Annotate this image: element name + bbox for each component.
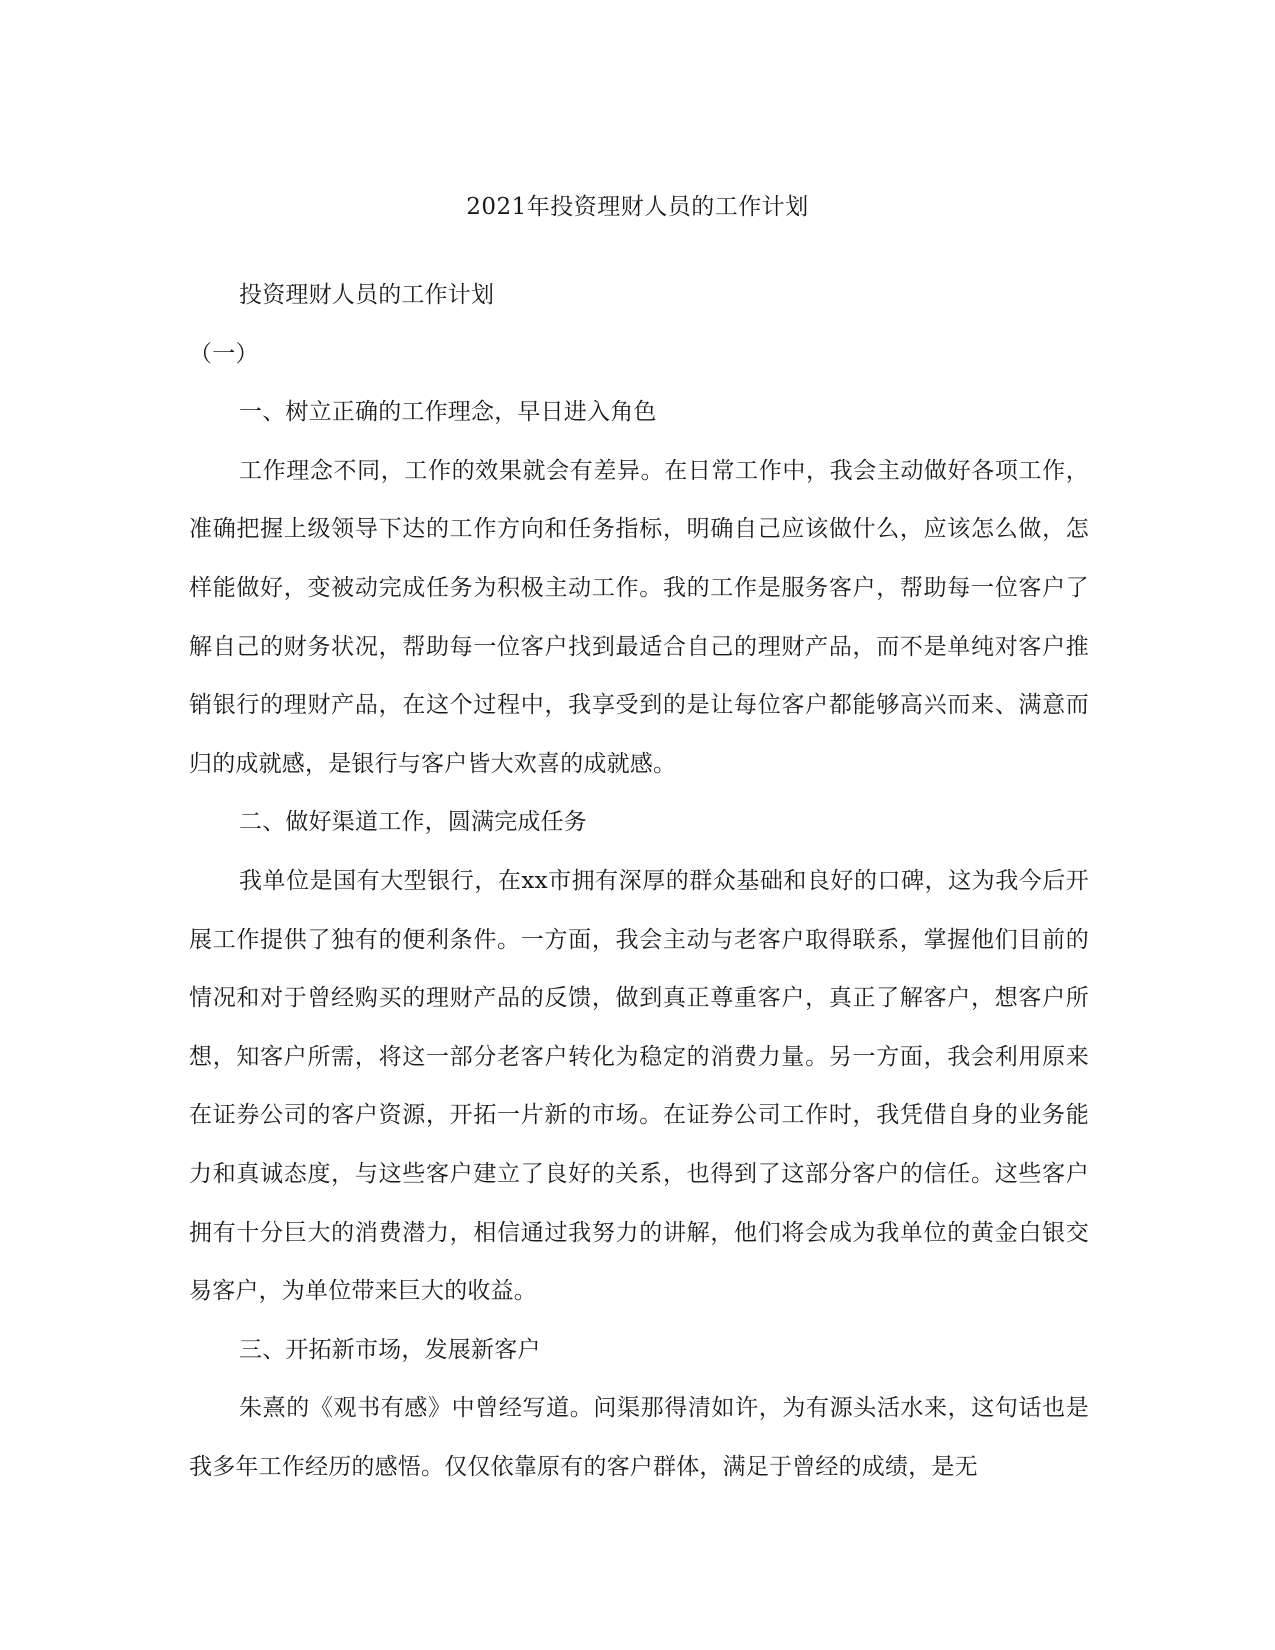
section-body-3: 朱熹的《观书有感》中曾经写道。问渠那得清如许，为有源头活水来，这句话也是我多年工作经历的感悟。仅仅依靠原有的客户群体，满足于曾经的成绩，是无 xyxy=(189,1395,1089,1480)
document-subtitle: 投资理财人员的工作计划 xyxy=(239,282,495,308)
document-title: 2021年投资理财人员的工作计划 xyxy=(466,194,809,220)
part-marker: （一） xyxy=(189,340,259,367)
document-body xyxy=(189,266,1089,1496)
section-body-1: 工作理念不同，工作的效果就会有差异。在日常工作中，我会主动做好各项工作，准确把握上级领导下达的工作方向和任务指标，明确自己应该做什么，应该怎么做，怎样能做好，变被动完成任务为积极主动工作。我的工作是服务客户，帮助每一位客户了解自己的财务状况，帮助每一位客户找到最适合自己的理财产品，而不是单纯对客户推销银行的理财产品，在这个过程中，我享受到的是让每位客户都能够高兴而来、满意而归的成就感，是银行与客户皆大欢喜的成就感。 xyxy=(189,457,1089,777)
section-heading-3: 三、开拓新市场，发展新客户 xyxy=(239,1336,541,1363)
section-heading-1: 一、树立正确的工作理念，早日进入角色 xyxy=(239,399,657,426)
section-heading-2: 二、做好渠道工作，圆满完成任务 xyxy=(239,809,587,836)
section-body-2: 我单位是国有大型银行，在xx市拥有深厚的群众基础和良好的口碑，这为我今后开展工作提供了独有的便利条件。一方面，我会主动与老客户取得联系，掌握他们目前的情况和对于曾经购买的理财产品的反馈，做到真正尊重客户，真正了解客户，想客户所想，知客户所需，将这一部分老客户转化为稳定的消费力量。另一方面，我会利用原来在证券公司的客户资源，开拓一片新的市场。在证券公司工作时，我凭借自身的业务能力和真诚态度，与这些客户建立了良好的关系，也得到了这部分客户的信任。这些客户拥有十分巨大的消费潜力，相信通过我努力的讲解，他们将会成为我单位的黄金白银交易客户，为单位带来巨大的收益。 xyxy=(189,867,1089,1305)
